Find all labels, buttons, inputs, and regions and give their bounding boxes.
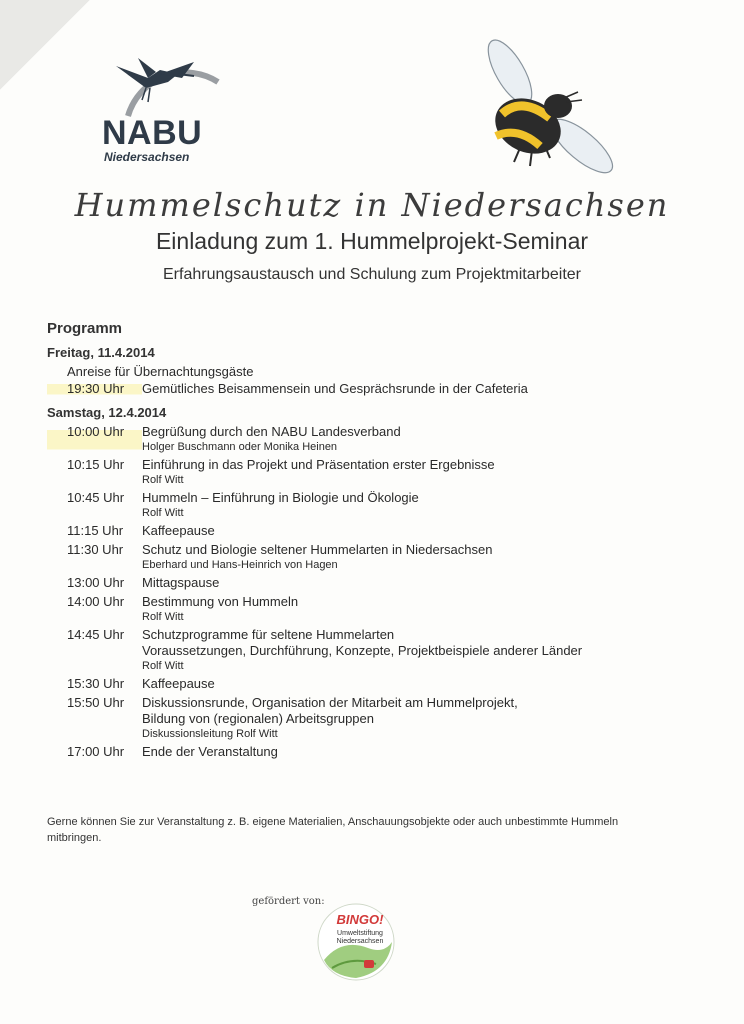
schedule-title: Kaffeepause [142,523,215,538]
schedule-time: 17:00 Uhr [67,744,125,759]
schedule-time: 10:45 Uhr [67,490,125,505]
schedule-time: 14:45 Uhr [67,627,125,642]
schedule-time: 10:00 Uhr [47,424,142,454]
day-friday [47,345,707,397]
schedule-row [47,490,707,520]
bingo-subtitle-line: Niedersachsen [336,938,384,945]
schedule-row [47,457,707,487]
closing-note: Gerne können Sie zur Veranstaltung z. B. eigene Materialien, Anschauungsobjekte oder auch unbestimmte Hummeln mitbringen. [47,816,619,844]
logo-wordmark: NABU [102,114,203,152]
schedule-speaker: Diskussionsleitung Rolf Witt [142,728,278,740]
sponsor-label: gefördert von: [252,896,325,907]
schedule-detail: Voraussetzungen, Durchführung, Konzepte, Projektbeispiele anderer Länder [142,643,583,658]
schedule-title: Einführung in das Projekt und Präsentation erster Ergebnisse [142,457,495,472]
schedule-row [47,523,707,539]
stork-icon [98,52,248,122]
logo-region: Niedersachsen [104,150,190,164]
schedule-row [47,575,707,591]
schedule-row [47,627,707,673]
schedule-row [47,424,707,454]
schedule-time: 15:50 Uhr [67,695,125,710]
schedule-title: Begrüßung durch den NABU Landesverband [142,424,401,439]
schedule-time: 13:00 Uhr [67,575,125,590]
schedule-speaker: Eberhard und Hans-Heinrich von Hagen [142,559,338,571]
program-heading: Programm [47,320,123,337]
schedule-row [47,676,707,692]
schedule-title: Schutz und Biologie seltener Hummelarten in Niedersachsen [142,542,493,557]
schedule-row [47,594,707,624]
schedule-title: Schutzprogramme für seltene Hummelarten [142,627,395,642]
schedule-speaker: Rolf Witt [142,474,184,486]
bingo-subtitle-line: Umweltstiftung [337,930,383,937]
page-corner-fold [0,0,90,90]
day-heading: Freitag, 11.4.2014 [47,345,155,360]
schedule-title: Mittagspause [142,575,220,590]
schedule-speaker: Rolf Witt [142,660,184,672]
title-script: Hummelschutz in Niedersachsen [74,186,670,224]
schedule-speaker: Rolf Witt [142,507,184,519]
schedule-speaker: Rolf Witt [142,611,184,623]
schedule-title: Diskussionsrunde, Organisation der Mitarbeit am Hummelprojekt, [142,695,518,710]
nabu-logo [98,52,248,170]
schedule-title: Kaffeepause [142,676,215,691]
page-title: Einladung zum 1. Hummelprojekt-Seminar [155,228,589,254]
day-saturday [47,405,707,760]
schedule-title: Hummeln – Einführung in Biologie und Ökologie [142,490,419,505]
schedule-row [47,695,707,741]
schedule-time: 10:15 Uhr [67,457,125,472]
schedule-title: Ende der Veranstaltung [142,744,278,759]
schedule-speaker: Holger Buschmann oder Monika Heinen [142,441,338,453]
schedule-title: Gemütliches Beisammensein und Gesprächsrunde in der Cafeteria [142,381,528,396]
schedule-time: 15:30 Uhr [67,676,125,691]
schedule-title: Bestimmung von Hummeln [142,594,299,609]
schedule-time: 14:00 Uhr [67,594,125,609]
schedule-detail: Bildung von (regionalen) Arbeitsgruppen [142,711,374,726]
bingo-subtitle [328,930,392,946]
schedule-row [47,744,707,760]
bumblebee-illustration [470,34,620,174]
schedule-row [47,542,707,572]
page-subtitle: Erfahrungsaustausch und Schulung zum Projektmitarbeiter [163,266,581,283]
schedule-row [47,381,707,397]
arrival-note: Anreise für Übernachtungsgäste [67,364,254,379]
schedule-time: 11:30 Uhr [67,542,124,557]
schedule-time: 11:15 Uhr [67,523,124,538]
day-heading: Samstag, 12.4.2014 [47,405,167,420]
schedule-time: 19:30 Uhr [47,381,142,397]
program-section [47,320,707,768]
bingo-name: BINGO! [336,912,384,927]
